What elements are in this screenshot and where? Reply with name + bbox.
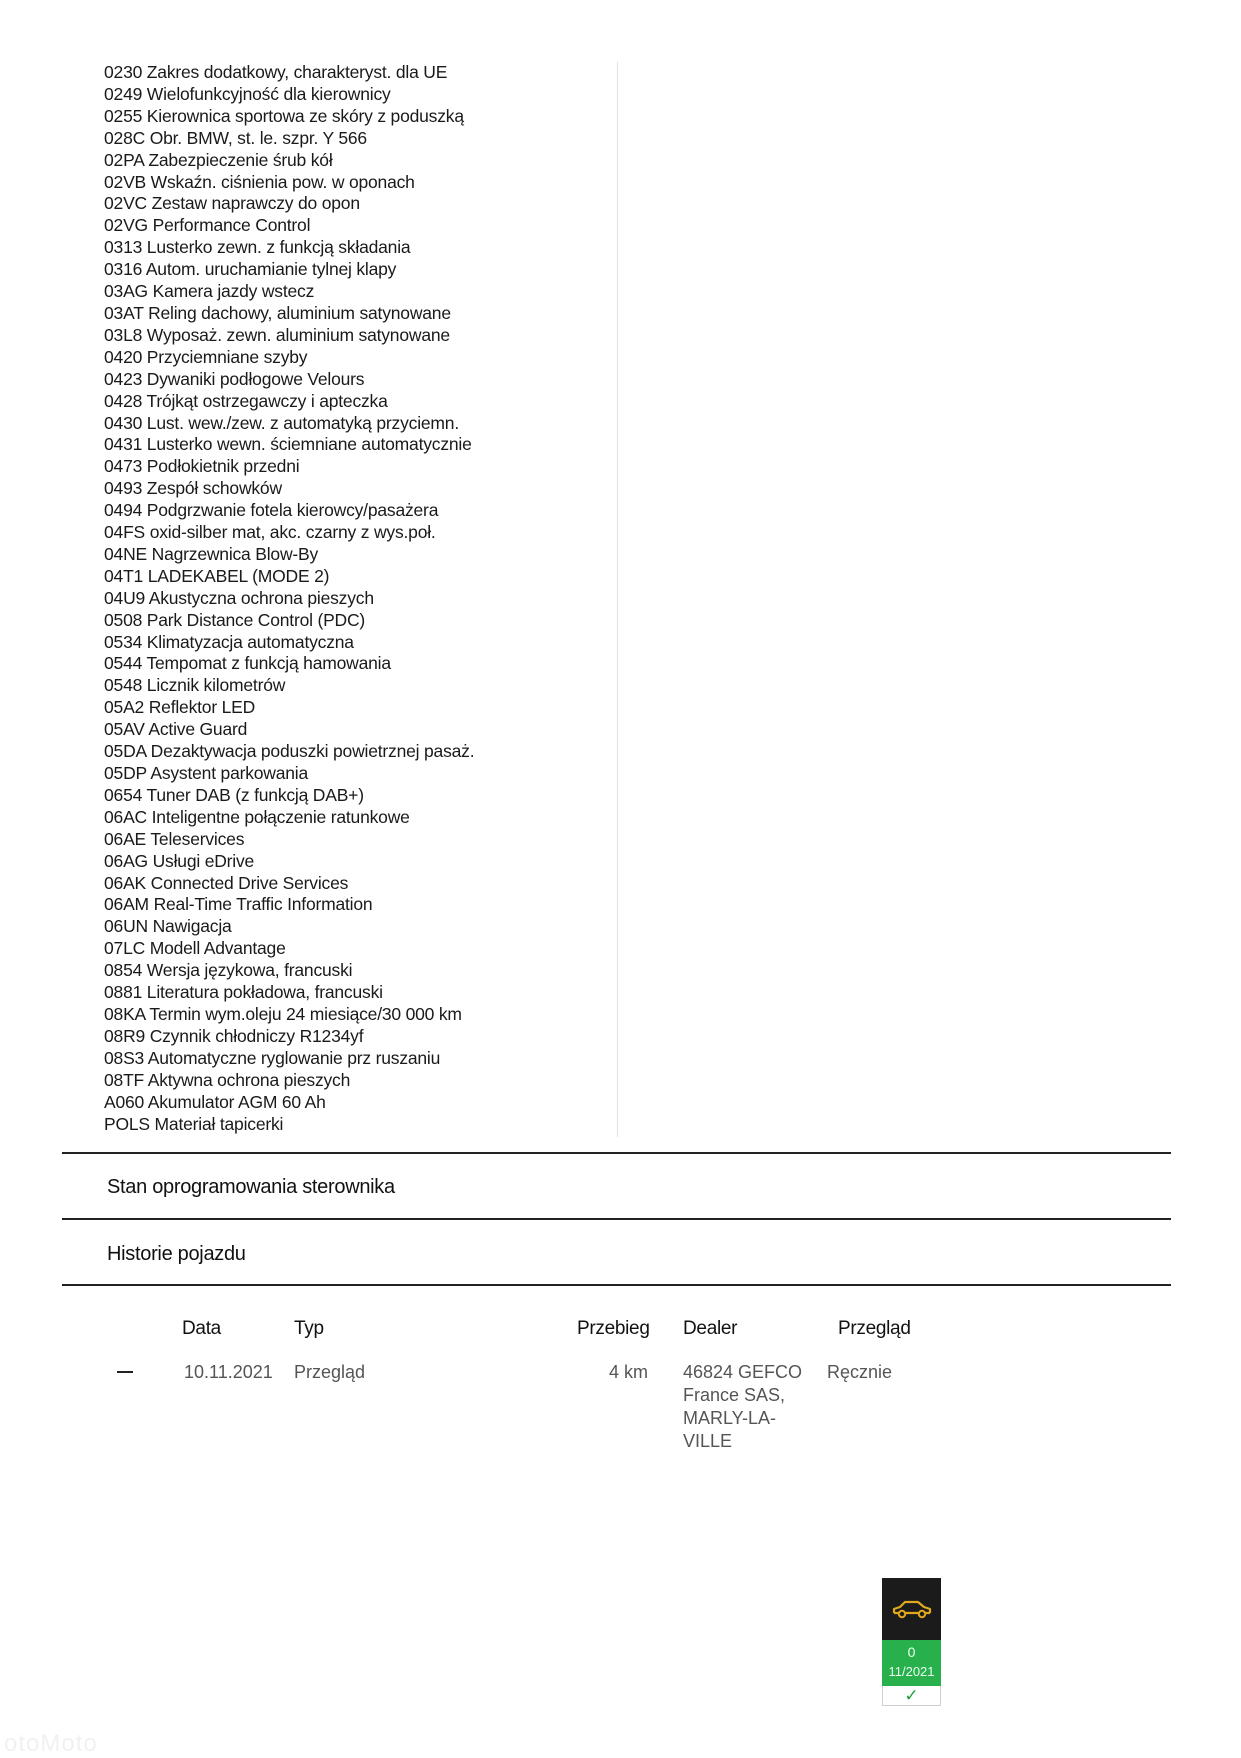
option-item: 04U9 Akustyczna ochrona pieszych [104, 587, 374, 608]
option-item: 05A2 Reflektor LED [104, 697, 256, 718]
section-history-title[interactable]: Historie pojazdu [107, 1243, 246, 1265]
option-item: 0544 Tempomat z funkcją hamowania [104, 653, 391, 674]
service-badge [882, 1578, 941, 1706]
option-item: 0431 Lusterko wewn. ściemniane automatycznie [104, 434, 472, 455]
option-item: 0313 Lusterko zewn. z funkcją składania [104, 237, 411, 258]
badge-info [882, 1640, 941, 1686]
option-item: 02PA Zabezpieczenie śrub kół [104, 149, 333, 170]
badge-date: 11/2021 [888, 1664, 935, 1679]
row-date: 10.11.2021 [184, 1362, 273, 1382]
option-item: 04NE Nagrzewnica Blow-By [104, 543, 319, 564]
row-dealer: 46824 GEFCO France SAS, MARLY-LA-VILLE [683, 1362, 803, 1451]
check-icon: ✓ [882, 1686, 941, 1706]
option-item: 0534 Klimatyzacja automatyczna [104, 631, 354, 652]
option-item: POLS Materiał tapicerki [104, 1113, 284, 1134]
option-item: 04T1 LADEKABEL (MODE 2) [104, 565, 330, 586]
option-item: 06AK Connected Drive Services [104, 872, 349, 893]
car-icon [891, 1598, 933, 1620]
watermark: otoMoto [4, 1730, 98, 1757]
option-item: 05DP Asystent parkowania [104, 763, 309, 783]
option-item: 02VB Wskaźn. ciśnienia pow. w oponach [104, 171, 415, 192]
option-item: 0230 Zakres dodatkowy, charakteryst. dla UE [104, 62, 448, 82]
column-header-date: Data [182, 1318, 221, 1339]
option-item: 0508 Park Distance Control (PDC) [104, 609, 366, 630]
option-item: 02VC Zestaw naprawczy do opon [104, 193, 360, 214]
option-item: 0316 Autom. uruchamianie tylnej klapy [104, 259, 397, 280]
option-item: 06UN Nawigacja [104, 916, 232, 937]
option-item: 0255 Kierownica sportowa ze skóry z poduszką [104, 105, 464, 126]
option-item: 08S3 Automatyczne ryglowanie prz ruszaniu [104, 1047, 441, 1068]
option-item: 05AV Active Guard [104, 719, 248, 740]
option-item: 0430 Lust. wew./zew. z automatyką przyciemn. [104, 412, 459, 433]
option-item: 04FS oxid-silber mat, akc. czarny z wys.poł. [104, 522, 436, 543]
option-item: 03AT Reling dachowy, aluminium satynowane [104, 302, 451, 323]
row-review: Ręcznie [827, 1362, 893, 1382]
section-software-title[interactable]: Stan oprogramowania sterownika [107, 1176, 395, 1198]
column-header-dealer: Dealer [683, 1318, 738, 1339]
option-item: A060 Akumulator AGM 60 Ah [104, 1091, 326, 1112]
badge-count: 0 [907, 1644, 916, 1660]
option-item: 0854 Wersja językowa, francuski [104, 960, 353, 981]
option-item: 05DA Dezaktywacja poduszki powietrznej pasaż. [104, 741, 475, 762]
option-item: 02VG Performance Control [104, 215, 311, 236]
column-header-type: Typ [294, 1318, 324, 1339]
option-item: 08R9 Czynnik chłodniczy R1234yf [104, 1025, 364, 1046]
column-divider [617, 62, 618, 1137]
option-item: 08KA Termin wym.oleju 24 miesiące/30 000 km [104, 1003, 462, 1024]
option-item: 0473 Podłokietnik przedni [104, 456, 300, 477]
column-header-mileage: Przebieg [577, 1318, 650, 1339]
equipment-options-list [104, 62, 624, 1135]
option-item: 0249 Wielofunkcyjność dla kierownicy [104, 83, 391, 104]
section-divider [62, 1284, 1171, 1286]
option-item: 028C Obr. BMW, st. le. szpr. Y 566 [104, 127, 367, 148]
option-item: 03L8 Wyposaż. zewn. aluminium satynowane [104, 324, 450, 345]
option-item: 0423 Dywaniki podłogowe Velours [104, 368, 365, 389]
badge-icon-area [882, 1578, 941, 1640]
option-item: 06AG Usługi eDrive [104, 850, 255, 871]
option-item: 0654 Tuner DAB (z funkcją DAB+) [104, 784, 364, 805]
option-item: 0428 Trójkąt ostrzegawczy i apteczka [104, 390, 388, 411]
option-item: 07LC Modell Advantage [104, 938, 286, 959]
row-mileage: 4 km [608, 1362, 648, 1382]
option-item: 08TF Aktywna ochrona pieszych [104, 1069, 351, 1090]
section-divider [62, 1218, 1171, 1220]
section-divider [62, 1152, 1171, 1154]
option-item: 0494 Podgrzwanie fotela kierowcy/pasażera [104, 500, 439, 521]
option-item: 0420 Przyciemniane szyby [104, 346, 308, 367]
option-item: 03AG Kamera jazdy wstecz [104, 281, 315, 302]
collapse-toggle-icon[interactable] [117, 1371, 133, 1373]
option-item: 0881 Literatura pokładowa, francuski [104, 982, 383, 1003]
option-item: 0548 Licznik kilometrów [104, 675, 286, 696]
option-item: 06AM Real-Time Traffic Information [104, 894, 373, 915]
option-item: 06AC Inteligentne połączenie ratunkowe [104, 806, 410, 827]
option-item: 0493 Zespół schowków [104, 478, 282, 499]
option-item: 06AE Teleservices [104, 828, 245, 849]
row-type: Przegląd [294, 1362, 366, 1382]
column-header-review: Przegląd [838, 1318, 911, 1339]
